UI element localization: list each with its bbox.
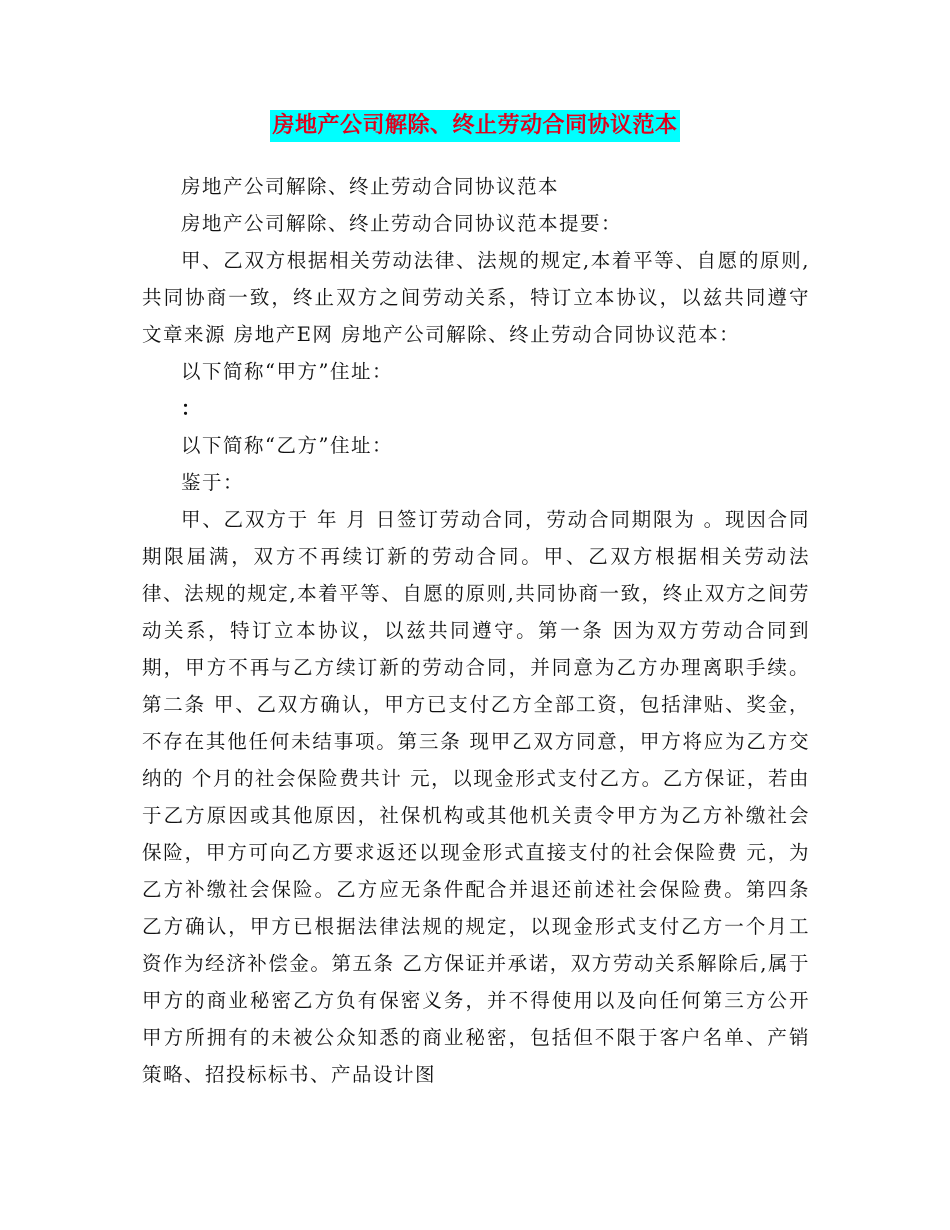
paragraph-main-body: 甲、乙双方于 年 月 日签订劳动合同，劳动合同期限为 。现因合同期限届满，双方不再续订新的劳动合同。甲、乙双方根据相关劳动法律、法规的规定,本着平等、自愿的原则,共同协商一致，终止双方之间劳动关系，特订立本协议，以兹共同遵守。第一条 因为双方劳动合同到期，甲方不再与乙方续订新的劳动合同，并同意为乙方办理离职手续。第二条 甲、乙双方确认，甲方已支付乙方全部工资，包括津贴、奖金，不存在其他任何未结事项。第三条 现甲乙双方同意，甲方将应为乙方交纳的 个月的社会保险费共计 元，以现金形式支付乙方。乙方保证，若由于乙方原因或其他原因，社保机构或其他机关责令甲方为乙方补缴社会保险，甲方可向乙方要求返还以现金形式直接支付的社会保险费 元，为乙方补缴社会保险。乙方应无条件配合并退还前述社会保险费。第四条 乙方确认，甲方已根据法律法规的规定，以现金形式支付乙方一个月工资作为经济补偿金。第五条 乙方保证并承诺，双方劳动关系解除后,属于甲方的商业秘密乙方负有保密义务，并不得使用以及向任何第三方公开甲方所拥有的未被公众知悉的商业秘密，包括但不限于客户名单、产销策略、招投标标书、产品设计图 bbox=[142, 508, 810, 1086]
title-wrapper bbox=[0, 110, 950, 142]
paragraph-summary-label: 房地产公司解除、终止劳动合同协议范本提要： bbox=[181, 212, 623, 235]
paragraph-colon: ： bbox=[181, 397, 203, 420]
document-body bbox=[142, 168, 810, 1093]
paragraph-party-b: 以下简称“乙方”住址： bbox=[181, 434, 393, 457]
paragraph-summary: 甲、乙双方根据相关劳动法律、法规的规定,本着平等、自愿的原则,共同协商一致，终止双方之间劳动关系，特订立本协议，以兹共同遵守文章来源 房地产E网 房地产公司解除、终止劳动合同协议范本： bbox=[142, 249, 810, 346]
document-title: 房地产公司解除、终止劳动合同协议范本 bbox=[270, 110, 679, 142]
paragraph-whereas-label: 鉴于： bbox=[181, 471, 245, 494]
paragraph-party-a: 以下简称“甲方”住址： bbox=[181, 360, 393, 383]
paragraph-heading-repeat: 房地产公司解除、终止劳动合同协议范本 bbox=[181, 175, 560, 198]
